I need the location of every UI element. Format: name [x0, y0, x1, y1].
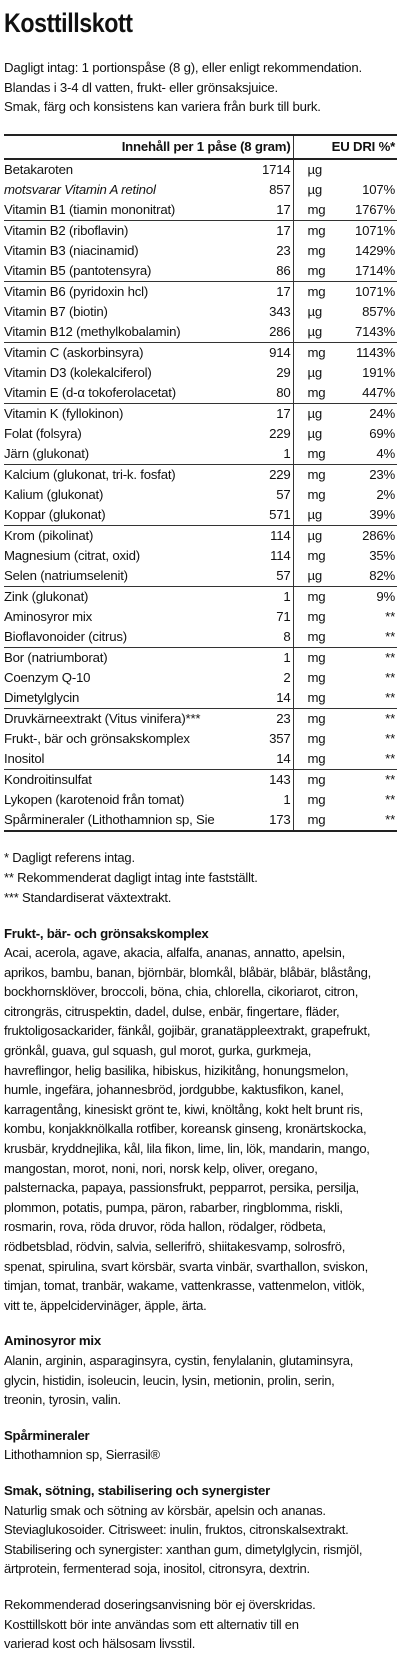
- table-row: [4, 546, 397, 566]
- section-text-line: bockhornsklöver, broccoli, böna, chia, chlorella, cikoriarot, citron,: [4, 984, 359, 1000]
- nutrient-name: Vitamin B3 (niacinamid): [4, 243, 139, 258]
- table-row: [4, 180, 397, 200]
- nutrient-dri: 1429%: [354, 243, 396, 258]
- section-text-line: humle, ingefära, johannesbröd, jordgubbe, kaktusfikon, kanel,: [4, 1082, 344, 1098]
- nutrient-dri: 447%: [362, 385, 396, 400]
- nutrient-dri: **: [385, 792, 396, 807]
- nutrient-name: Spårmineraler (Lithothamnion sp, Sie: [4, 810, 241, 831]
- nutrient-unit: µg: [307, 426, 323, 441]
- nutrient-amount: 114: [241, 546, 293, 566]
- nutrition-table-body: [4, 159, 397, 831]
- nutrient-unit: µg: [307, 568, 323, 583]
- nutrient-dri: 1071%: [333, 220, 397, 241]
- nutrient-amount: 143: [241, 769, 293, 790]
- table-row: [4, 363, 397, 383]
- table-row: [4, 505, 397, 526]
- header-dri: EU DRI %*: [293, 135, 397, 159]
- section-text-line: fruktoligosackarider, fänkål, gojibär, granatäppleextrakt, grapefrukt,: [4, 1023, 371, 1039]
- nutrient-unit: mg: [307, 690, 326, 705]
- nutrient-name: Aminosyror mix: [4, 609, 93, 624]
- section-text-line: grönkål, guava, gul squash, gul morot, gurka, gurkmeja,: [4, 1043, 312, 1059]
- section-text-line: timjan, tomat, tranbär, wakame, vattenkrasse, vattenmelon, vitlök,: [4, 1278, 365, 1294]
- nutrient-dri: 1714%: [354, 263, 396, 278]
- nutrient-unit: mg: [307, 446, 326, 461]
- section-text-line: Naturlig smak och sötning av körsbär, apelsin och ananas.: [4, 1502, 326, 1518]
- section-text-line: havreflingor, helig basilika, hibiskus, hizikitång, honungsmelon,: [4, 1062, 349, 1078]
- nutrient-unit: µg: [307, 324, 323, 339]
- nutrient-name: Vitamin B7 (biotin): [4, 304, 108, 319]
- ingredient-section: [4, 1595, 396, 1654]
- nutrient-dri: 1071%: [333, 281, 397, 302]
- nutrient-dri: 24%: [333, 403, 397, 424]
- nutrient-amount: 14: [241, 749, 293, 770]
- section-text-line: plommon, potatis, pumpa, päron, rabarber, ringblomma, riskli,: [4, 1199, 343, 1215]
- table-row: [4, 281, 397, 302]
- nutrient-amount: 286: [241, 322, 293, 343]
- nutrient-amount: 8: [241, 627, 293, 648]
- nutrient-amount: 17: [241, 220, 293, 241]
- nutrition-table: [4, 134, 397, 832]
- nutrient-amount: 1: [241, 790, 293, 810]
- nutrient-name: Vitamin B12 (methylkobalamin): [4, 324, 181, 339]
- table-row: [4, 444, 397, 465]
- table-header-row: [4, 135, 397, 159]
- nutrient-name: Dimetylglycin: [4, 690, 80, 705]
- section-text-line: aprikos, bambu, banan, björnbär, blomkål, blåbär, blåbär, blåstång,: [4, 964, 371, 980]
- table-row: [4, 200, 397, 221]
- nutrient-dri: [333, 159, 397, 180]
- nutrient-name: Inositol: [4, 751, 45, 766]
- nutrient-name: Vitamin E (d-α tokoferolacetat): [4, 385, 176, 400]
- nutrient-unit: mg: [293, 342, 333, 363]
- intro-line: Smak, färg och konsistens kan variera från burk till burk.: [4, 99, 321, 114]
- nutrient-dri: **: [385, 690, 396, 705]
- table-row: [4, 261, 397, 282]
- nutrient-unit: mg: [293, 708, 333, 729]
- table-row: [4, 485, 397, 505]
- table-row: [4, 607, 397, 627]
- nutrient-amount: 571: [241, 505, 293, 526]
- table-row: [4, 708, 397, 729]
- nutrient-name: Kalium (glukonat): [4, 487, 104, 502]
- table-row: [4, 383, 397, 404]
- nutrient-unit: mg: [307, 670, 326, 685]
- nutrient-amount: 173: [241, 810, 293, 831]
- table-row: [4, 810, 397, 831]
- nutrient-dri: 35%: [369, 548, 396, 563]
- nutrient-name: Vitamin B1 (tiamin mononitrat): [4, 202, 176, 217]
- nutrient-amount: 1714: [241, 159, 293, 180]
- section-text-line: rödbetsblad, rödvin, salvia, sellerifrö, shiitakesvamp, solrosfrö,: [4, 1239, 346, 1254]
- nutrient-amount: 1: [241, 586, 293, 607]
- nutrient-dri: 286%: [333, 525, 397, 546]
- nutrient-amount: 343: [241, 302, 293, 322]
- nutrient-dri: **: [385, 629, 396, 644]
- table-row: [4, 688, 397, 709]
- section-text-line: palsternacka, papaya, passionsfrukt, pepparrot, persika, persilja,: [4, 1180, 359, 1196]
- section-heading: Spårmineraler: [4, 1427, 90, 1443]
- nutrient-dri: 82%: [369, 568, 396, 583]
- table-row: [4, 464, 397, 485]
- section-text-line: mangostan, morot, noni, nori, norsk kelp, oliver, oregano,: [4, 1160, 318, 1176]
- section-text-line: glycin, histidin, isoleucin, leucin, lysin, metionin, prolin, serin,: [4, 1372, 335, 1388]
- nutrient-unit: µg: [307, 182, 323, 197]
- nutrient-unit: mg: [293, 220, 333, 241]
- nutrient-name: Järn (glukonat): [4, 446, 89, 461]
- nutrient-unit: µg: [307, 365, 323, 380]
- nutrient-amount: 23: [241, 241, 293, 261]
- nutrient-name: Kalcium (glukonat, tri-k. fosfat): [4, 464, 241, 485]
- nutrient-dri: 39%: [369, 507, 396, 522]
- section-text-line: Acai, acerola, agave, akacia, alfalfa, ananas, annatto, apelsin,: [4, 945, 346, 961]
- nutrient-unit: mg: [307, 751, 326, 766]
- nutrient-dri: 191%: [362, 365, 396, 380]
- nutrient-name: Krom (pikolinat): [4, 525, 241, 546]
- nutrient-amount: 80: [241, 383, 293, 404]
- section-text-line: Stabilisering och synergister: xanthan gum, dimetylglycin, rismjöl,: [4, 1541, 363, 1557]
- nutrient-name: Vitamin D3 (kolekalciferol): [4, 365, 152, 380]
- nutrient-dri: 4%: [376, 446, 396, 461]
- nutrient-name: Vitamin C (askorbinsyra): [4, 342, 241, 363]
- footnote: * Dagligt referens intag.: [4, 849, 135, 865]
- nutrient-unit: mg: [307, 202, 326, 217]
- nutrient-amount: 914: [241, 342, 293, 363]
- nutrient-name: Frukt-, bär och grönsakskomplex: [4, 731, 190, 746]
- footnote: ** Rekommenderat dagligt intag inte fastställt.: [4, 869, 258, 885]
- nutrient-name: Lykopen (karotenoid från tomat): [4, 792, 185, 807]
- nutrient-name: Magnesium (citrat, oxid): [4, 548, 140, 563]
- section-heading: Smak, sötning, stabilisering och synergister: [4, 1482, 271, 1498]
- nutrient-name: Vitamin K (fyllokinon): [4, 403, 241, 424]
- section-text-line: Kosttillskott bör inte användas som ett alternativ till en: [4, 1616, 299, 1632]
- table-row: [4, 668, 397, 688]
- nutrient-name: Vitamin B5 (pantotensyra): [4, 263, 152, 278]
- nutrient-unit: mg: [307, 487, 326, 502]
- nutrient-dri: 857%: [362, 304, 396, 319]
- nutrient-amount: 357: [241, 729, 293, 749]
- intro-line: Dagligt intag: 1 portionspåse (8 g), eller enligt rekommendation.: [4, 60, 362, 75]
- ingredient-section: [4, 1331, 396, 1409]
- table-row: [4, 769, 397, 790]
- section-text-line: kombu, konjakknölkalla rotfiber, koreansk ginseng, kronärtskocka,: [4, 1121, 367, 1137]
- table-row: [4, 403, 397, 424]
- nutrient-amount: 229: [241, 424, 293, 444]
- section-text-line: treonin, tyrosin, valin.: [4, 1392, 121, 1408]
- nutrient-unit: mg: [293, 647, 333, 668]
- section-heading: Aminosyror mix: [4, 1333, 101, 1349]
- table-row: [4, 424, 397, 444]
- nutrient-dri: **: [333, 647, 397, 668]
- nutrient-name: Selen (natriumselenit): [4, 568, 128, 583]
- ingredient-section: [4, 924, 396, 1316]
- table-row: [4, 220, 397, 241]
- nutrient-unit: mg: [307, 609, 326, 624]
- section-text-line: Rekommenderad doseringsanvisning bör ej överskridas.: [4, 1596, 316, 1612]
- table-row: [4, 342, 397, 363]
- nutrient-unit: mg: [307, 629, 326, 644]
- section-text-line: spenat, spirulina, svart körsbär, svarta vinbär, svarthallon, sviskon,: [4, 1258, 369, 1274]
- nutrient-amount: 17: [241, 200, 293, 221]
- table-row: [4, 749, 397, 770]
- header-amount: Innehåll per 1 påse (8 gram): [4, 135, 293, 159]
- nutrient-dri: **: [385, 731, 396, 746]
- nutrient-dri: 1143%: [333, 342, 397, 363]
- nutrient-name: Vitamin B6 (pyridoxin hcl): [4, 281, 241, 302]
- nutrient-unit: mg: [293, 769, 333, 790]
- nutrient-dri: 23%: [333, 464, 397, 485]
- footnotes: [4, 848, 396, 908]
- nutrient-amount: 71: [241, 607, 293, 627]
- section-text-line: vitt te, äppelcidervinäger, äpple, ärta.: [4, 1297, 207, 1313]
- section-text-line: ärtprotein, fermenterad soja, inositol, citronsyra, dextrin.: [4, 1561, 310, 1577]
- nutrient-amount: 14: [241, 688, 293, 709]
- nutrient-amount: 23: [241, 708, 293, 729]
- nutrient-name: Bor (natriumborat): [4, 647, 241, 668]
- nutrient-unit: mg: [307, 731, 326, 746]
- section-text-line: krusbär, kryddnejlika, kål, lila fikon, lime, lin, lök, mandarin, mango,: [4, 1141, 370, 1157]
- nutrient-dri: **: [385, 670, 396, 685]
- nutrient-name: Vitamin B2 (riboflavin): [4, 220, 241, 241]
- nutrient-unit: mg: [307, 548, 326, 563]
- nutrient-unit: µg: [307, 507, 323, 522]
- ingredient-section: [4, 1481, 396, 1579]
- table-row: [4, 647, 397, 668]
- nutrient-unit: µg: [307, 304, 323, 319]
- nutrient-dri: 7143%: [354, 324, 396, 339]
- intro-text: [4, 58, 396, 117]
- nutrient-unit: mg: [293, 586, 333, 607]
- table-row: [4, 729, 397, 749]
- nutrient-amount: 114: [241, 525, 293, 546]
- section-text-line: Lithothamnion sp, Sierrasil®: [4, 1447, 160, 1463]
- nutrient-dri: **: [385, 609, 396, 624]
- footnote: *** Standardiserat växtextrakt.: [4, 889, 172, 905]
- nutrient-amount: 57: [241, 566, 293, 587]
- page-title: Kosttillskott: [4, 8, 133, 38]
- nutrient-amount: 29: [241, 363, 293, 383]
- nutrient-unit: mg: [293, 281, 333, 302]
- nutrient-amount: 1: [241, 444, 293, 465]
- table-row: [4, 566, 397, 587]
- nutrient-name: Zink (glukonat): [4, 586, 241, 607]
- section-text-line: varierad kost och hälsosam livsstil.: [4, 1636, 196, 1652]
- section-text-line: rosmarin, rova, röda druvor, röda hallon, rödalger, rödbeta,: [4, 1219, 326, 1235]
- nutrient-unit: mg: [307, 385, 326, 400]
- table-row: [4, 241, 397, 261]
- nutrient-unit: mg: [307, 263, 326, 278]
- nutrient-unit: mg: [293, 810, 333, 831]
- nutrient-dri: 9%: [333, 586, 397, 607]
- section-text-line: citrongräs, citruspektin, dadel, dulse, enbär, fingertare, fläder,: [4, 1003, 340, 1019]
- table-row: [4, 322, 397, 343]
- nutrient-dri: 2%: [376, 487, 396, 502]
- table-row: [4, 525, 397, 546]
- nutrient-amount: 57: [241, 485, 293, 505]
- section-text-line: karragentång, kinesiskt grönt te, kiwi, knöltång, kokt helt brunt ris,: [4, 1101, 363, 1117]
- table-row: [4, 586, 397, 607]
- nutrient-amount: 1: [241, 647, 293, 668]
- table-row: [4, 302, 397, 322]
- nutrient-dri: **: [333, 708, 397, 729]
- nutrient-name: Druvkärneextrakt (Vitus vinifera)***: [4, 708, 241, 729]
- nutrient-name: Kondroitinsulfat: [4, 769, 241, 790]
- table-row: [4, 159, 397, 180]
- nutrient-unit: mg: [293, 464, 333, 485]
- nutrient-dri: **: [333, 769, 397, 790]
- nutrient-dri: 1767%: [354, 202, 396, 217]
- nutrient-name: motsvarar Vitamin A retinol: [4, 182, 156, 197]
- nutrient-dri: 107%: [362, 182, 396, 197]
- nutrient-name: Coenzym Q-10: [4, 670, 91, 685]
- section-text-line: Steviaglukosoider. Citrisweet: inulin, fruktos, citronskalsextrakt.: [4, 1522, 349, 1538]
- nutrient-amount: 857: [241, 180, 293, 200]
- nutrient-amount: 86: [241, 261, 293, 282]
- nutrient-unit: µg: [293, 159, 333, 180]
- nutrient-name: Koppar (glukonat): [4, 507, 106, 522]
- nutrient-name: Betakaroten: [4, 159, 241, 180]
- ingredient-section: [4, 1426, 396, 1465]
- table-row: [4, 627, 397, 648]
- nutrient-dri: 69%: [369, 426, 396, 441]
- ingredient-sections: [4, 924, 396, 1654]
- nutrient-unit: µg: [293, 525, 333, 546]
- nutrient-unit: µg: [293, 403, 333, 424]
- nutrient-amount: 17: [241, 281, 293, 302]
- intro-line: Blandas i 3-4 dl vatten, frukt- eller grönsaksjuice.: [4, 79, 279, 95]
- section-text-line: Alanin, arginin, asparaginsyra, cystin, fenylalanin, glutaminsyra,: [4, 1352, 354, 1368]
- table-row: [4, 790, 397, 810]
- nutrient-name: Bioflavonoider (citrus): [4, 629, 127, 644]
- nutrient-dri: **: [333, 810, 397, 831]
- section-heading: Frukt-, bär- och grönsakskomplex: [4, 925, 209, 941]
- nutrient-name: Folat (folsyra): [4, 426, 82, 441]
- nutrient-dri: **: [385, 751, 396, 766]
- nutrient-amount: 2: [241, 668, 293, 688]
- nutrient-unit: mg: [307, 243, 326, 258]
- nutrient-unit: mg: [307, 792, 326, 807]
- nutrient-amount: 17: [241, 403, 293, 424]
- nutrient-amount: 229: [241, 464, 293, 485]
